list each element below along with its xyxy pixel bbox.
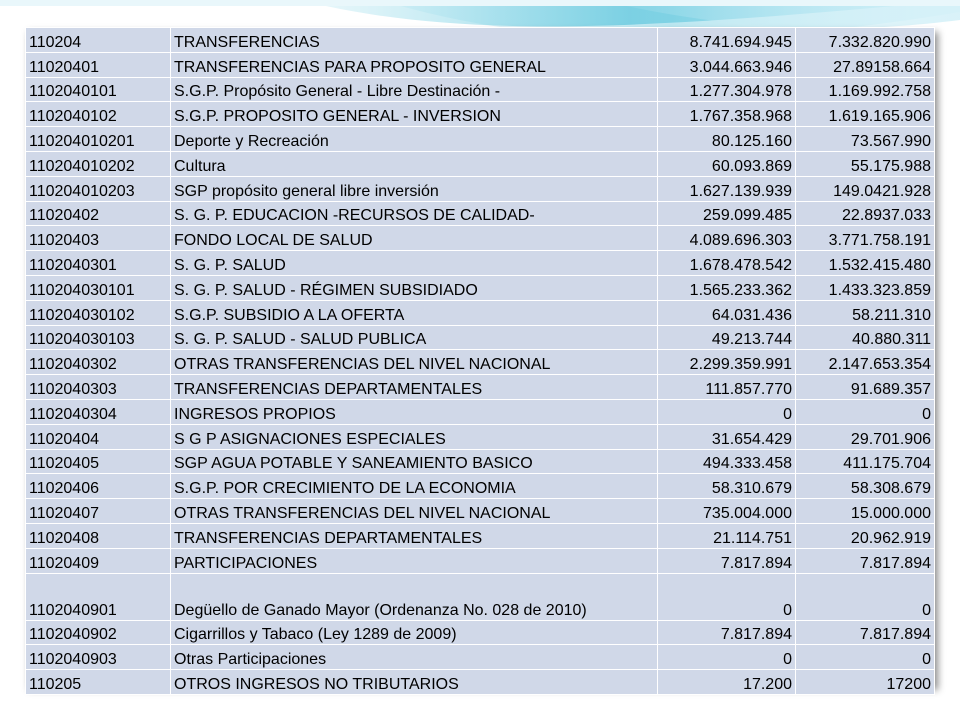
value-2-cell: 58.211.310 <box>796 300 935 325</box>
description-cell: S. G. P. EDUCACION -RECURSOS DE CALIDAD- <box>171 201 658 226</box>
value-1-cell: 0 <box>658 645 796 670</box>
account-code-cell: 1102040304 <box>26 399 171 424</box>
value-2-cell: 1.532.415.480 <box>796 251 935 276</box>
value-1-cell: 259.099.485 <box>658 201 796 226</box>
account-code-cell: 1102040902 <box>26 620 171 645</box>
description-cell: OTRAS TRANSFERENCIAS DEL NIVEL NACIONAL <box>171 350 658 375</box>
table-row <box>26 52 935 77</box>
account-code-cell: 11020404 <box>26 424 171 449</box>
description-cell: Otras Participaciones <box>171 645 658 670</box>
account-code-cell: 1102040302 <box>26 350 171 375</box>
value-2-cell: 0 <box>796 573 935 620</box>
description-cell: TRANSFERENCIAS DEPARTAMENTALES <box>171 523 658 548</box>
description-cell: SGP AGUA POTABLE Y SANEAMIENTO BASICO <box>171 449 658 474</box>
description-cell: S.G.P. SUBSIDIO A LA OFERTA <box>171 300 658 325</box>
value-2-cell: 7.332.820.990 <box>796 28 935 53</box>
budget-table-body <box>26 28 935 695</box>
value-2-cell: 2.147.653.354 <box>796 350 935 375</box>
table-row <box>26 77 935 102</box>
table-row <box>26 620 935 645</box>
description-cell: S.G.P. Propósito General - Libre Destinación - <box>171 77 658 102</box>
description-cell: S. G. P. SALUD - RÉGIMEN SUBSIDIADO <box>171 275 658 300</box>
value-1-cell: 1.565.233.362 <box>658 275 796 300</box>
value-2-cell: 58.308.679 <box>796 474 935 499</box>
table-row <box>26 449 935 474</box>
account-code-cell: 110204030102 <box>26 300 171 325</box>
value-1-cell: 4.089.696.303 <box>658 226 796 251</box>
value-1-cell: 1.678.478.542 <box>658 251 796 276</box>
table-row <box>26 127 935 152</box>
value-2-cell: 73.567.990 <box>796 127 935 152</box>
account-code-cell: 110204010203 <box>26 176 171 201</box>
description-cell: Deporte y Recreación <box>171 127 658 152</box>
budget-table <box>25 27 935 695</box>
account-code-cell: 11020409 <box>26 548 171 573</box>
table-row <box>26 474 935 499</box>
table-row <box>26 523 935 548</box>
account-code-cell: 110204 <box>26 28 171 53</box>
account-code-cell: 1102040901 <box>26 573 171 620</box>
table-row <box>26 300 935 325</box>
value-1-cell: 80.125.160 <box>658 127 796 152</box>
value-2-cell: 20.962.919 <box>796 523 935 548</box>
description-cell: Degüello de Ganado Mayor (Ordenanza No. 028 de 2010) <box>171 573 658 620</box>
value-2-cell: 411.175.704 <box>796 449 935 474</box>
table-row <box>26 226 935 251</box>
table-row <box>26 375 935 400</box>
value-2-cell: 1.169.992.758 <box>796 77 935 102</box>
value-2-cell: 91.689.357 <box>796 375 935 400</box>
value-2-cell: 29.701.906 <box>796 424 935 449</box>
account-code-cell: 1102040102 <box>26 102 171 127</box>
account-code-cell: 1102040903 <box>26 645 171 670</box>
account-code-cell: 1102040301 <box>26 251 171 276</box>
value-1-cell: 2.299.359.991 <box>658 350 796 375</box>
account-code-cell: 11020408 <box>26 523 171 548</box>
value-2-cell: 7.817.894 <box>796 620 935 645</box>
table-row <box>26 499 935 524</box>
value-1-cell: 111.857.770 <box>658 375 796 400</box>
account-code-cell: 110204030103 <box>26 325 171 350</box>
description-cell: S. G. P. SALUD <box>171 251 658 276</box>
description-cell: S.G.P. POR CRECIMIENTO DE LA ECONOMIA <box>171 474 658 499</box>
account-code-cell: 110205 <box>26 670 171 695</box>
table-row <box>26 645 935 670</box>
value-1-cell: 0 <box>658 399 796 424</box>
table-row <box>26 176 935 201</box>
value-1-cell: 7.817.894 <box>658 620 796 645</box>
account-code-cell: 110204010202 <box>26 151 171 176</box>
account-code-cell: 1102040303 <box>26 375 171 400</box>
table-row <box>26 573 935 620</box>
account-code-cell: 11020401 <box>26 52 171 77</box>
value-1-cell: 494.333.458 <box>658 449 796 474</box>
value-1-cell: 3.044.663.946 <box>658 52 796 77</box>
description-cell: OTROS INGRESOS NO TRIBUTARIOS <box>171 670 658 695</box>
value-2-cell: 0 <box>796 399 935 424</box>
account-code-cell: 110204030101 <box>26 275 171 300</box>
value-1-cell: 8.741.694.945 <box>658 28 796 53</box>
value-1-cell: 31.654.429 <box>658 424 796 449</box>
value-1-cell: 735.004.000 <box>658 499 796 524</box>
description-cell: PARTICIPACIONES <box>171 548 658 573</box>
value-1-cell: 21.114.751 <box>658 523 796 548</box>
description-cell: INGRESOS PROPIOS <box>171 399 658 424</box>
value-2-cell: 55.175.988 <box>796 151 935 176</box>
description-cell: Cigarrillos y Tabaco (Ley 1289 de 2009) <box>171 620 658 645</box>
value-2-cell: 40.880.311 <box>796 325 935 350</box>
value-2-cell: 27.89158.664 <box>796 52 935 77</box>
account-code-cell: 11020407 <box>26 499 171 524</box>
value-2-cell: 1.619.165.906 <box>796 102 935 127</box>
value-2-cell: 1.433.323.859 <box>796 275 935 300</box>
value-1-cell: 58.310.679 <box>658 474 796 499</box>
account-code-cell: 110204010201 <box>26 127 171 152</box>
description-cell: TRANSFERENCIAS PARA PROPOSITO GENERAL <box>171 52 658 77</box>
value-1-cell: 1.627.139.939 <box>658 176 796 201</box>
table-row <box>26 28 935 53</box>
value-1-cell: 1.277.304.978 <box>658 77 796 102</box>
description-cell: S G P ASIGNACIONES ESPECIALES <box>171 424 658 449</box>
value-1-cell: 64.031.436 <box>658 300 796 325</box>
table-row <box>26 102 935 127</box>
description-cell: S. G. P. SALUD - SALUD PUBLICA <box>171 325 658 350</box>
value-1-cell: 1.767.358.968 <box>658 102 796 127</box>
value-1-cell: 60.093.869 <box>658 151 796 176</box>
account-code-cell: 1102040101 <box>26 77 171 102</box>
description-cell: FONDO LOCAL DE SALUD <box>171 226 658 251</box>
value-2-cell: 7.817.894 <box>796 548 935 573</box>
description-cell: S.G.P. PROPOSITO GENERAL - INVERSION <box>171 102 658 127</box>
table-row <box>26 670 935 695</box>
table-row <box>26 325 935 350</box>
table-row <box>26 151 935 176</box>
description-cell: SGP propósito general libre inversión <box>171 176 658 201</box>
value-1-cell: 7.817.894 <box>658 548 796 573</box>
account-code-cell: 11020406 <box>26 474 171 499</box>
value-2-cell: 17200 <box>796 670 935 695</box>
value-1-cell: 49.213.744 <box>658 325 796 350</box>
value-1-cell: 17.200 <box>658 670 796 695</box>
table-row <box>26 424 935 449</box>
description-cell: TRANSFERENCIAS DEPARTAMENTALES <box>171 375 658 400</box>
table-row <box>26 350 935 375</box>
account-code-cell: 11020405 <box>26 449 171 474</box>
budget-table-container <box>25 27 934 693</box>
description-cell: Cultura <box>171 151 658 176</box>
value-2-cell: 149.0421.928 <box>796 176 935 201</box>
value-2-cell: 3.771.758.191 <box>796 226 935 251</box>
table-row <box>26 399 935 424</box>
description-cell: TRANSFERENCIAS <box>171 28 658 53</box>
description-cell: OTRAS TRANSFERENCIAS DEL NIVEL NACIONAL <box>171 499 658 524</box>
account-code-cell: 11020402 <box>26 201 171 226</box>
value-1-cell: 0 <box>658 573 796 620</box>
value-2-cell: 22.8937.033 <box>796 201 935 226</box>
value-2-cell: 15.000.000 <box>796 499 935 524</box>
value-2-cell: 0 <box>796 645 935 670</box>
table-row <box>26 275 935 300</box>
account-code-cell: 11020403 <box>26 226 171 251</box>
table-row <box>26 251 935 276</box>
table-row <box>26 548 935 573</box>
table-row <box>26 201 935 226</box>
